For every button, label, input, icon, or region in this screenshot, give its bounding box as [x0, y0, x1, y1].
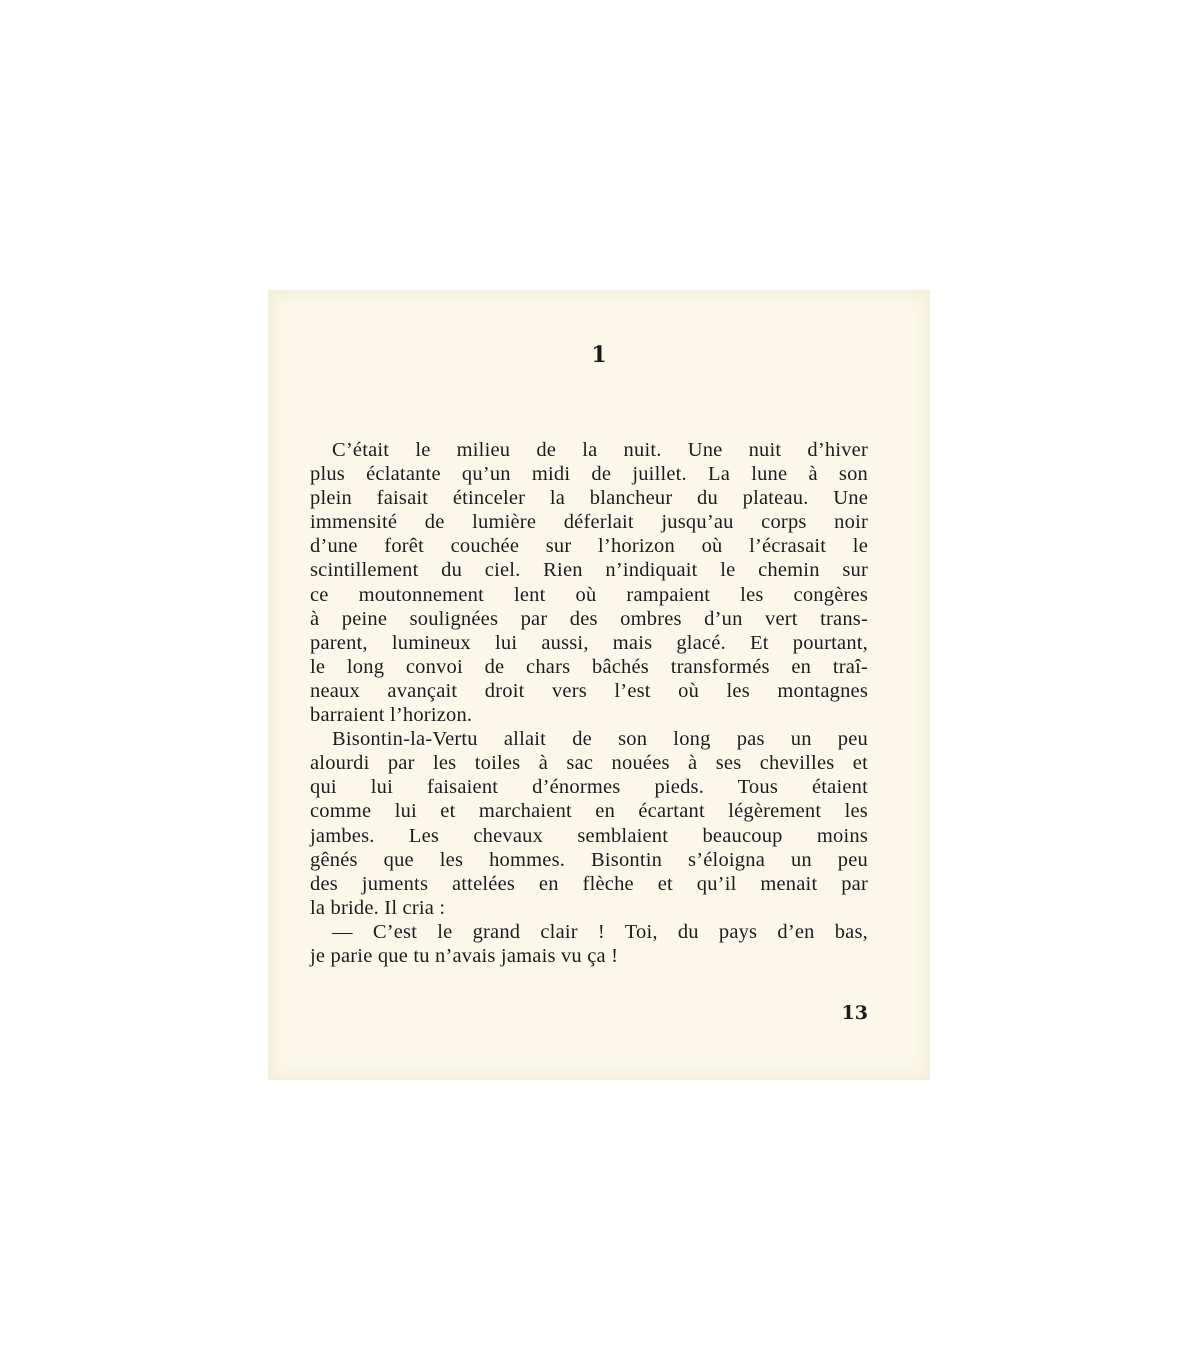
- text-line: neaux avançait droit vers l’est où les montagnes: [310, 679, 868, 702]
- text-line: parent, lumineux lui aussi, mais glacé. Et pourtant,: [310, 631, 868, 654]
- text-line: des juments attelées en flèche et qu’il menait par: [310, 872, 868, 895]
- text-line: gênés que les hommes. Bisontin s’éloigna un peu: [310, 848, 868, 871]
- text-line: jambes. Les chevaux semblaient beaucoup moins: [310, 824, 868, 847]
- text-line: la bride. Il cria :: [310, 896, 446, 919]
- chapter-number: 1: [591, 342, 607, 368]
- text-line: scintillement du ciel. Rien n’indiquait le chemin sur: [310, 559, 868, 582]
- book-page: [268, 290, 930, 1080]
- page-number: 13: [841, 1002, 868, 1024]
- text-line: C’était le milieu de la nuit. Une nuit d’hiver: [332, 439, 868, 461]
- text-line: qui lui faisaient d’énormes pieds. Tous étaient: [310, 776, 868, 799]
- text-line: barraient l’horizon.: [310, 704, 473, 727]
- text-line: — C’est le grand clair ! Toi, du pays d’en bas,: [332, 920, 868, 943]
- text-line: le long convoi de chars bâchés transformés en traî-: [310, 655, 868, 678]
- text-line: plein faisait étinceler la blancheur du plateau. Une: [310, 487, 868, 510]
- text-line: Bisontin-la-Vertu allait de son long pas un peu: [332, 728, 868, 751]
- text-line: je parie que tu n’avais jamais vu ça !: [310, 944, 619, 967]
- text-line: à peine soulignées par des ombres d’un vert trans-: [310, 607, 868, 630]
- text-line: comme lui et marchaient en écartant légèrement les: [310, 800, 868, 823]
- text-line: alourdi par les toiles à sac nouées à ses chevilles et: [310, 752, 868, 775]
- text-line: ce moutonnement lent où rampaient les congères: [310, 583, 868, 606]
- text-line: d’une forêt couchée sur l’horizon où l’écrasait le: [310, 535, 868, 558]
- text-line: immensité de lumière déferlait jusqu’au corps noir: [310, 511, 868, 534]
- body-text: [310, 438, 868, 968]
- text-line: plus éclatante qu’un midi de juillet. La lune à son: [310, 463, 868, 486]
